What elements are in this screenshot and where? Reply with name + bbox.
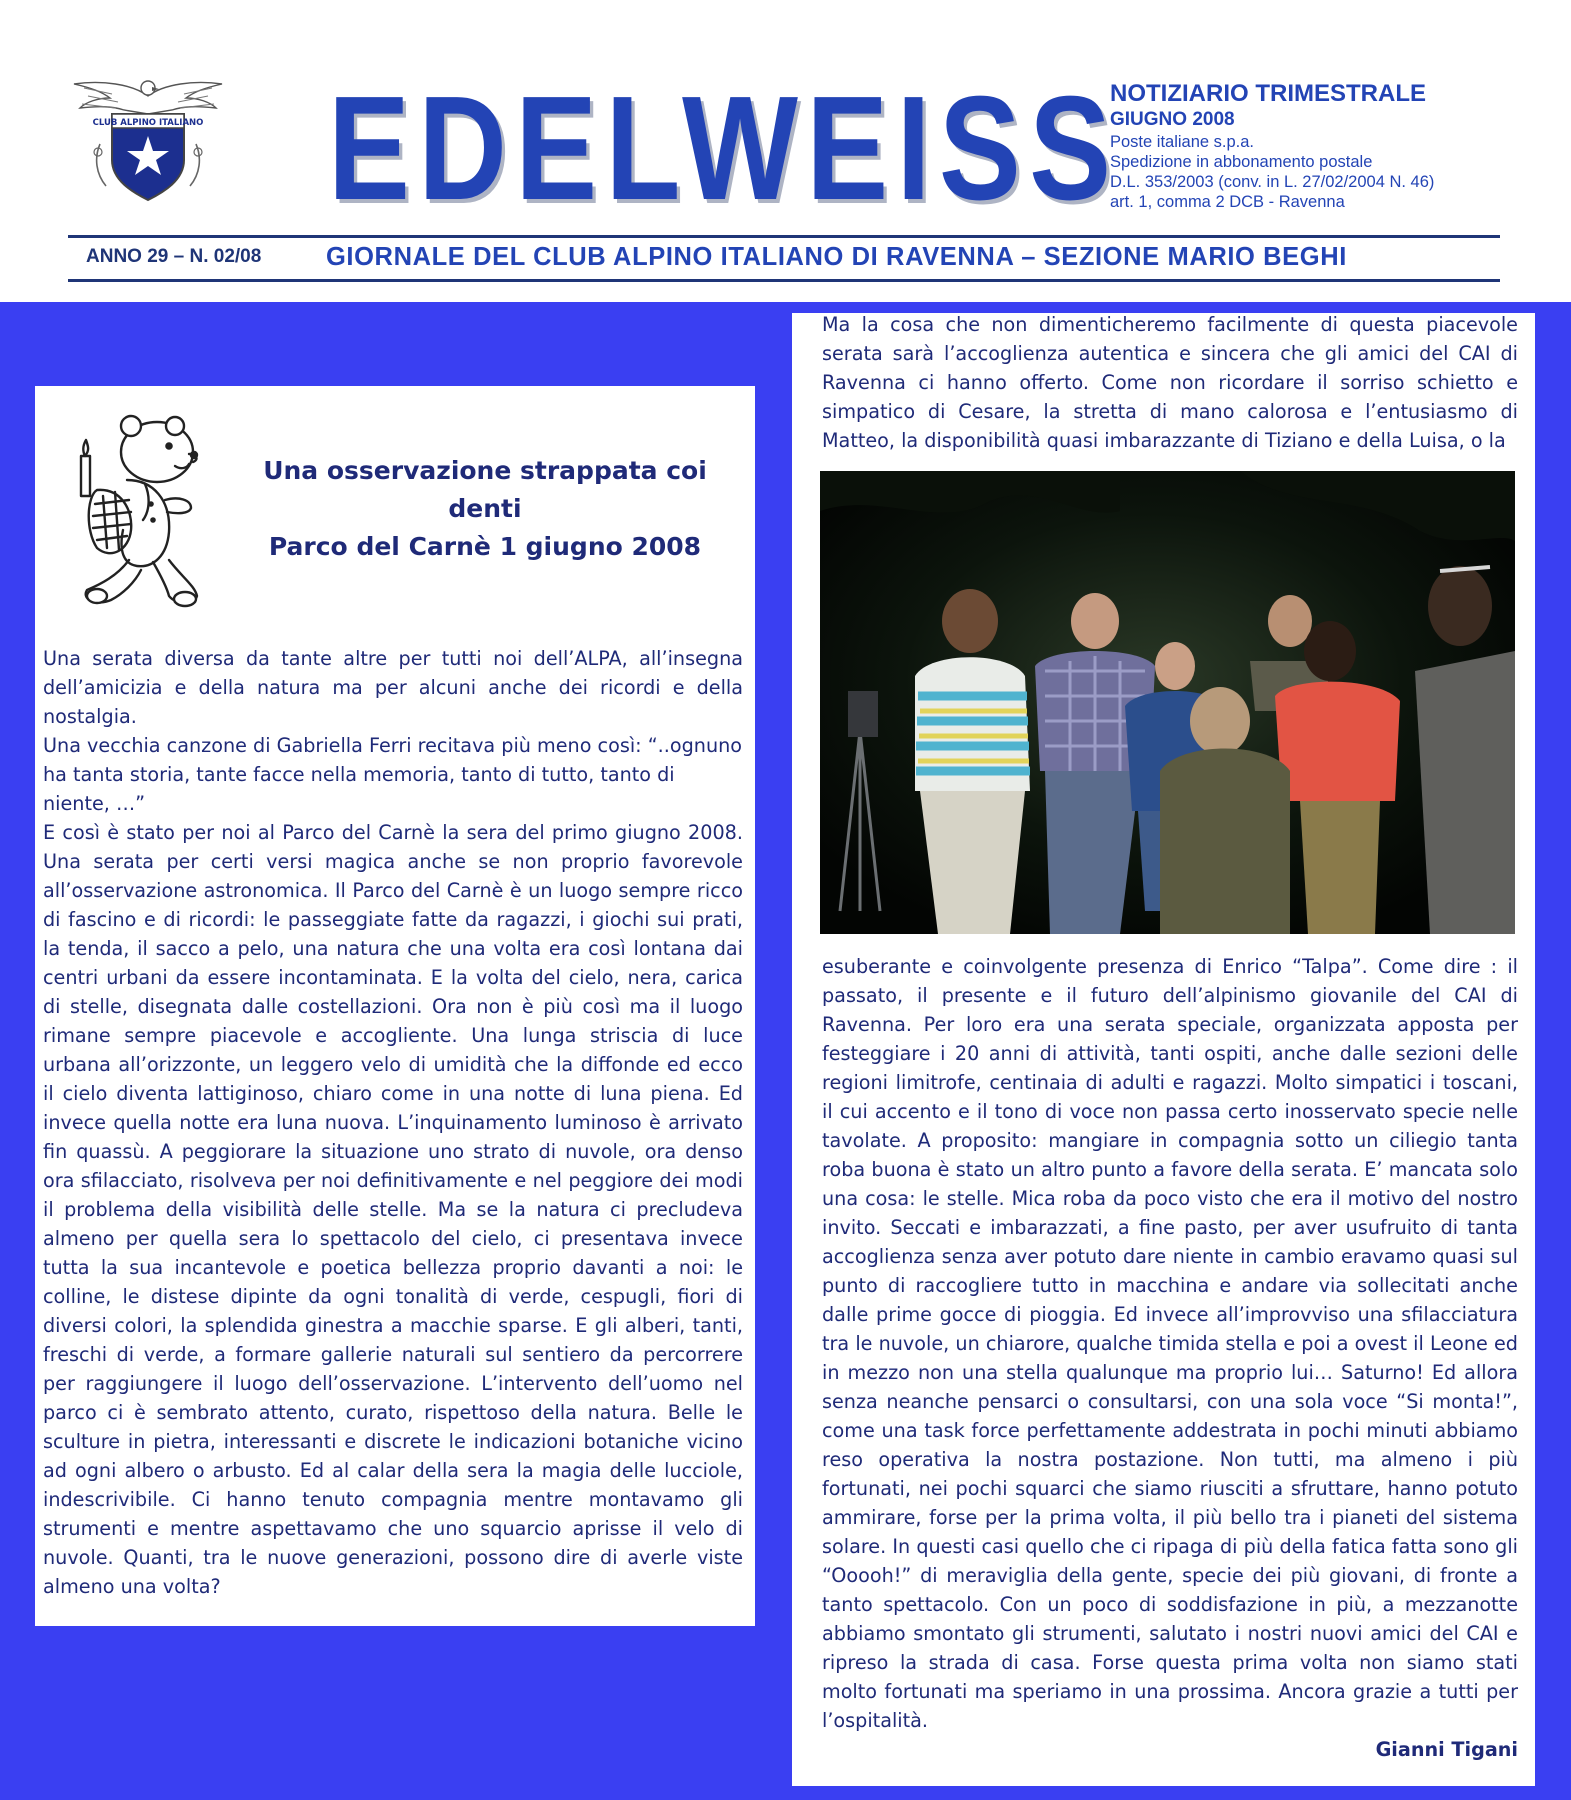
article-paragraph: Una vecchia canzone di Gabriella Ferri recitava più meno così: “..ognuno ha tanta storia, tante facce nella memoria, tanto di tutto, tanto di niente, …” (43, 734, 743, 815)
notice-date: GIUGNO 2008 (1110, 109, 1235, 130)
article-text-right-bottom (822, 952, 1518, 1764)
article-text-left (43, 644, 743, 1601)
newspaper-title: EDELWEISS (328, 66, 1120, 231)
article-text-right-top (822, 310, 1518, 455)
article-author: Gianni Tigani (1375, 1738, 1518, 1761)
article-left-panel (35, 386, 755, 1626)
teddy-bear-illustration (57, 400, 217, 615)
logo-lettering: CLUB ALPINO ITALIANO (92, 118, 204, 128)
article-right-panel (792, 313, 1535, 1786)
cai-logo (72, 74, 224, 204)
journal-subtitle: GIORNALE DEL CLUB ALPINO ITALIANO DI RAVENNA – SEZIONE MARIO BEGHI (326, 243, 1347, 271)
night-group-photo (820, 471, 1515, 934)
publication-notice (1110, 80, 1550, 212)
notice-article: art. 1, comma 2 DCB - Ravenna (1110, 193, 1345, 211)
article-paragraph: esuberante e coinvolgente presenza di Enrico “Talpa”. Come dire : il passato, il presente e il futuro dell’alpinismo giovanile del CAI di Ravenna. Per loro era una serata speciale, organizzata apposta per festeggiare i 20 anni di attività, tanti ospiti, anche dalle sezioni delle regioni limitrofe, centinaia di adulti e ragazzi. Molto simpatici i toscani, il cui accento e il tono di voce non passa certo inosservato specie nelle tavolate. A proposito: mangiare in compagnia sotto un ciliegio tanta roba buona è stato un altro punto a favore della serata. E’ mancata solo una cosa: le stelle. Mica roba da poco visto che era il motivo del nostro invito. Seccati e imbarazzati, a fine pasto, per aver usufruito di tanta accoglienza senza aver potuto dare niente in cambio eravamo quasi sul punto di raccogliere tutto in macchina e andare via sollecitati anche dalle prime gocce di pioggia. Ed invece all’improvviso una sfilacciatura tra le nuvole, un chiarore, qualche timida stella e poi a ovest il Leone ed in mezzo non una stella qualunque ma proprio lui… Saturno! Ed allora senza neanche pensarci o consultarsi, con una sola voce “Si monta!”, come una task force perfettamente addestrata in pochi minuti abbiamo reso operativa la nostra postazione. Non tutti, ma almeno i più fortunati, nei pochi squarci che siamo riusciti a sfruttare, hanno potuto ammirare, forse per la prima volta, il più bello tra i pianeti del sistema solare. In questi casi quello che ci ripaga di più della fatica fatta sono gli “Ooooh!” di meraviglia della gente, specie dei più giovani, di fronte a tanto spettacolo. Con un poco di soddisfazione in più, a mezzanotte abbiamo smontato gli strumenti, salutato i nostri nuovi amici del CAI e ripreso la strada di casa. Forse questa prima volta non siamo stati molto fortunati ma speriamo in una prossima. Ancora grazie a tutti per l’ospitalità. (822, 955, 1518, 1732)
header-rule-top (68, 235, 1500, 238)
notice-law: D.L. 353/2003 (conv. in L. 27/02/2004 N. 46) (1110, 173, 1435, 191)
notice-frequency: NOTIZIARIO TRIMESTRALE (1110, 80, 1426, 107)
issue-number: ANNO 29 – N. 02/08 (86, 246, 262, 267)
notice-postal: Poste italiane s.p.a. (1110, 133, 1255, 151)
article-paragraph: Una serata diversa da tante altre per tutti noi dell’ALPA, all’insegna dell’amicizia e della natura ma per alcuni anche dei ricordi e della nostalgia. (43, 647, 743, 728)
article-paragraph: Ma la cosa che non dimenticheremo facilmente di questa piacevole serata sarà l’accoglienza autentica e sincera che gli amici del CAI di Ravenna ci hanno offerto. Come non ricordare il sorriso schietto e simpatico di Cesare, la stretta di mano calorosa e l’entusiasmo di Matteo, la disponibilità quasi imbarazzante di Tiziano e della Luisa, o la (822, 313, 1518, 452)
article-title (235, 452, 735, 566)
article-title-line1: Una osservazione strappata coi denti (263, 456, 707, 523)
notice-shipping: Spedizione in abbonamento postale (1110, 153, 1373, 171)
header-rule-bottom (68, 279, 1500, 282)
article-title-line2: Parco del Carnè 1 giugno 2008 (268, 532, 702, 561)
article-paragraph: E così è stato per noi al Parco del Carnè la sera del primo giugno 2008. Una serata per certi versi magica anche se non proprio favorevole all’osservazione astronomica. Il Parco del Carnè è un luogo sempre ricco di fascino e di ricordi: le passeggiate fatte da ragazzi, i giochi sui prati, la tenda, il sacco a pelo, una natura che una volta era così lontana dai centri urbani da essere incontaminata. E la volta del cielo, nera, carica di stelle, disegnata dalle costellazioni. Ora non è più così ma il luogo rimane sempre piacevole e accogliente. Una lunga striscia di luce urbana all’orizzonte, un leggero velo di umidità che la diffonde ed ecco il cielo diventa lattiginoso, chiaro come in una notte di luna piena. Ed invece quella notte era luna nuova. L’inquinamento luminoso è arrivato fin quassù. A peggiorare la situazione uno strato di nuvole, ora denso ora sfilacciato, risolveva per noi definitivamente e nel peggiore dei modi il problema della visibilità delle stelle. Ma se la natura ci precludeva almeno per quella sera lo spettacolo del cielo, ci presentava invece tutta la sua incantevole e poetica bellezza proprio davanti a noi: le colline, le distese dipinte da ogni tonalità di verde, cespugli, fiori di diversi colori, la splendida ginestra a macchie sparse. E gli alberi, tanti, freschi di verde, a formare gallerie naturali sul sentiero da percorrere per raggiungere il luogo dell’osservazione. L’intervento dell’uomo nel parco ci è sembrato attento, curato, rispettoso della natura. Belle le sculture in pietra, interessanti e discrete le indicazioni botaniche vicino ad ogni albero o arbusto. Ed al calar della sera la magia delle lucciole, indescrivibile. Ci hanno tenuto compagnia mentre montavamo gli strumenti e mentre aspettavamo che uno squarcio aprisse il velo di nuvole. Quanti, tra le nuove generazioni, possono dire di averle viste almeno una volta? (43, 821, 743, 1598)
